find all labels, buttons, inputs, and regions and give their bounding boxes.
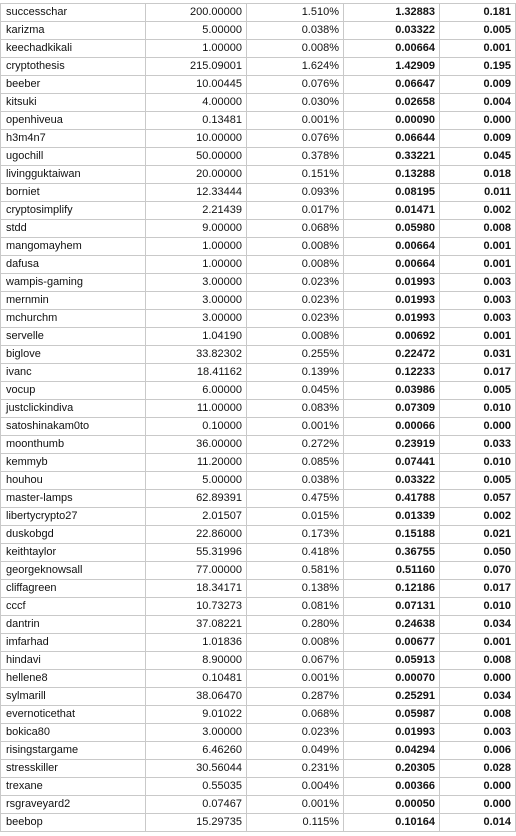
value-cell[interactable]: 0.000 <box>440 112 516 130</box>
account-name-cell[interactable]: mchurchm <box>1 310 146 328</box>
value-cell[interactable]: 0.010 <box>440 400 516 418</box>
table-row <box>1 112 516 130</box>
table-row <box>1 94 516 112</box>
amount-cell[interactable]: 8.90000 <box>146 652 247 670</box>
amount-cell[interactable]: 4.00000 <box>146 94 247 112</box>
amount-cell[interactable]: 6.00000 <box>146 382 247 400</box>
amount-cell[interactable]: 10.00445 <box>146 76 247 94</box>
account-name-cell[interactable]: hellene8 <box>1 670 146 688</box>
table-row <box>1 166 516 184</box>
table-row <box>1 58 516 76</box>
table-row <box>1 562 516 580</box>
amount-cell[interactable]: 3.00000 <box>146 310 247 328</box>
table-row <box>1 508 516 526</box>
account-name-cell[interactable]: stresskiller <box>1 760 146 778</box>
value-cell[interactable]: 0.009 <box>440 76 516 94</box>
table-row <box>1 184 516 202</box>
table-row <box>1 436 516 454</box>
amount-cell[interactable]: 10.73273 <box>146 598 247 616</box>
amount-cell[interactable]: 3.00000 <box>146 274 247 292</box>
account-name-cell[interactable]: moonthumb <box>1 436 146 454</box>
reward-cell[interactable]: 0.07441 <box>344 454 440 472</box>
amount-cell[interactable]: 18.41162 <box>146 364 247 382</box>
account-name-cell[interactable]: mernmin <box>1 292 146 310</box>
share-percent-cell[interactable]: 0.093% <box>247 184 344 202</box>
table-row <box>1 76 516 94</box>
account-name-cell[interactable]: dantrin <box>1 616 146 634</box>
share-percent-cell[interactable]: 0.045% <box>247 382 344 400</box>
share-percent-cell[interactable]: 0.272% <box>247 436 344 454</box>
value-cell[interactable]: 0.006 <box>440 742 516 760</box>
table-row <box>1 310 516 328</box>
share-percent-cell[interactable]: 0.076% <box>247 130 344 148</box>
reward-cell[interactable]: 0.01471 <box>344 202 440 220</box>
amount-cell[interactable]: 30.56044 <box>146 760 247 778</box>
value-cell[interactable]: 0.003 <box>440 292 516 310</box>
amount-cell[interactable]: 2.01507 <box>146 508 247 526</box>
reward-cell[interactable]: 0.01993 <box>344 292 440 310</box>
amount-cell[interactable]: 12.33444 <box>146 184 247 202</box>
value-cell[interactable]: 0.050 <box>440 544 516 562</box>
amount-cell[interactable]: 50.00000 <box>146 148 247 166</box>
account-name-cell[interactable]: sylmarill <box>1 688 146 706</box>
share-percent-cell[interactable]: 0.287% <box>247 688 344 706</box>
amount-cell[interactable]: 6.46260 <box>146 742 247 760</box>
table-row <box>1 526 516 544</box>
share-percent-cell[interactable]: 0.023% <box>247 724 344 742</box>
table-row <box>1 454 516 472</box>
share-percent-cell[interactable]: 0.023% <box>247 274 344 292</box>
amount-cell[interactable]: 55.31996 <box>146 544 247 562</box>
share-percent-cell[interactable]: 0.008% <box>247 40 344 58</box>
value-cell[interactable]: 0.000 <box>440 418 516 436</box>
value-cell[interactable]: 0.000 <box>440 778 516 796</box>
account-name-cell[interactable]: servelle <box>1 328 146 346</box>
value-cell[interactable]: 0.001 <box>440 634 516 652</box>
amount-cell[interactable]: 15.29735 <box>146 814 247 832</box>
table-row <box>1 814 516 832</box>
amount-cell[interactable]: 33.82302 <box>146 346 247 364</box>
spreadsheet <box>0 3 511 836</box>
share-percent-cell[interactable]: 0.008% <box>247 238 344 256</box>
value-cell[interactable]: 0.004 <box>440 94 516 112</box>
amount-cell[interactable]: 1.00000 <box>146 256 247 274</box>
account-name-cell[interactable]: imfarhad <box>1 634 146 652</box>
share-percent-cell[interactable]: 0.068% <box>247 706 344 724</box>
reward-cell[interactable]: 1.32883 <box>344 4 440 22</box>
amount-cell[interactable]: 10.00000 <box>146 130 247 148</box>
table-row <box>1 670 516 688</box>
table-row <box>1 292 516 310</box>
share-percent-cell[interactable]: 0.015% <box>247 508 344 526</box>
reward-cell[interactable]: 0.01993 <box>344 724 440 742</box>
account-name-cell[interactable]: justclickindiva <box>1 400 146 418</box>
share-percent-cell[interactable]: 0.231% <box>247 760 344 778</box>
value-cell[interactable]: 0.033 <box>440 436 516 454</box>
reward-cell[interactable]: 0.23919 <box>344 436 440 454</box>
amount-cell[interactable]: 22.86000 <box>146 526 247 544</box>
amount-cell[interactable]: 1.00000 <box>146 40 247 58</box>
amount-cell[interactable]: 77.00000 <box>146 562 247 580</box>
value-cell[interactable]: 0.195 <box>440 58 516 76</box>
table-row <box>1 580 516 598</box>
value-cell[interactable]: 0.002 <box>440 508 516 526</box>
reward-cell[interactable]: 0.08195 <box>344 184 440 202</box>
share-percent-cell[interactable]: 0.081% <box>247 598 344 616</box>
share-percent-cell[interactable]: 0.001% <box>247 670 344 688</box>
delegators-table <box>0 3 516 832</box>
value-cell[interactable]: 0.014 <box>440 814 516 832</box>
share-percent-cell[interactable]: 0.475% <box>247 490 344 508</box>
amount-cell[interactable]: 0.55035 <box>146 778 247 796</box>
value-cell[interactable]: 0.008 <box>440 652 516 670</box>
table-body <box>1 4 516 832</box>
amount-cell[interactable]: 0.10481 <box>146 670 247 688</box>
value-cell[interactable]: 0.011 <box>440 184 516 202</box>
reward-cell[interactable]: 0.25291 <box>344 688 440 706</box>
share-percent-cell[interactable]: 0.255% <box>247 346 344 364</box>
share-percent-cell[interactable]: 0.023% <box>247 292 344 310</box>
amount-cell[interactable]: 0.07467 <box>146 796 247 814</box>
table-row <box>1 742 516 760</box>
account-name-cell[interactable]: beeber <box>1 76 146 94</box>
table-row <box>1 634 516 652</box>
reward-cell[interactable]: 0.03986 <box>344 382 440 400</box>
account-name-cell[interactable]: dafusa <box>1 256 146 274</box>
table-row <box>1 400 516 418</box>
value-cell[interactable]: 0.005 <box>440 472 516 490</box>
reward-cell[interactable]: 0.00070 <box>344 670 440 688</box>
share-percent-cell[interactable]: 0.083% <box>247 400 344 418</box>
account-name-cell[interactable]: satoshinakam0to <box>1 418 146 436</box>
share-percent-cell[interactable]: 0.004% <box>247 778 344 796</box>
account-name-cell[interactable]: libertycrypto27 <box>1 508 146 526</box>
value-cell[interactable]: 0.001 <box>440 238 516 256</box>
reward-cell[interactable]: 0.00366 <box>344 778 440 796</box>
table-row <box>1 778 516 796</box>
account-name-cell[interactable]: duskobgd <box>1 526 146 544</box>
share-percent-cell[interactable]: 0.139% <box>247 364 344 382</box>
table-row <box>1 22 516 40</box>
share-percent-cell[interactable]: 0.001% <box>247 796 344 814</box>
reward-cell[interactable]: 0.05913 <box>344 652 440 670</box>
share-percent-cell[interactable]: 1.624% <box>247 58 344 76</box>
account-name-cell[interactable]: bokica80 <box>1 724 146 742</box>
account-name-cell[interactable]: kitsuki <box>1 94 146 112</box>
table-row <box>1 724 516 742</box>
table-row <box>1 598 516 616</box>
reward-cell[interactable]: 1.42909 <box>344 58 440 76</box>
account-name-cell[interactable]: ugochill <box>1 148 146 166</box>
account-name-cell[interactable]: mangomayhem <box>1 238 146 256</box>
reward-cell[interactable]: 0.07131 <box>344 598 440 616</box>
share-percent-cell[interactable]: 0.049% <box>247 742 344 760</box>
amount-cell[interactable]: 1.01836 <box>146 634 247 652</box>
account-name-cell[interactable]: beebop <box>1 814 146 832</box>
value-cell[interactable]: 0.045 <box>440 148 516 166</box>
reward-cell[interactable]: 0.00066 <box>344 418 440 436</box>
account-name-cell[interactable]: hindavi <box>1 652 146 670</box>
reward-cell[interactable]: 0.01339 <box>344 508 440 526</box>
value-cell[interactable]: 0.003 <box>440 724 516 742</box>
value-cell[interactable]: 0.034 <box>440 688 516 706</box>
table-row <box>1 256 516 274</box>
table-row <box>1 4 516 22</box>
value-cell[interactable]: 0.000 <box>440 796 516 814</box>
value-cell[interactable]: 0.031 <box>440 346 516 364</box>
reward-cell[interactable]: 0.00692 <box>344 328 440 346</box>
share-percent-cell[interactable]: 0.378% <box>247 148 344 166</box>
reward-cell[interactable]: 0.12186 <box>344 580 440 598</box>
share-percent-cell[interactable]: 0.076% <box>247 76 344 94</box>
share-percent-cell[interactable]: 0.138% <box>247 580 344 598</box>
value-cell[interactable]: 0.003 <box>440 274 516 292</box>
reward-cell[interactable]: 0.00664 <box>344 238 440 256</box>
account-name-cell[interactable]: cryptosimplify <box>1 202 146 220</box>
table-row <box>1 220 516 238</box>
amount-cell[interactable]: 36.00000 <box>146 436 247 454</box>
reward-cell[interactable]: 0.06647 <box>344 76 440 94</box>
reward-cell[interactable]: 0.04294 <box>344 742 440 760</box>
reward-cell[interactable]: 0.51160 <box>344 562 440 580</box>
account-name-cell[interactable]: vocup <box>1 382 146 400</box>
table-row <box>1 616 516 634</box>
reward-cell[interactable]: 0.10164 <box>344 814 440 832</box>
amount-cell[interactable]: 2.21439 <box>146 202 247 220</box>
reward-cell[interactable]: 0.41788 <box>344 490 440 508</box>
table-row <box>1 274 516 292</box>
account-name-cell[interactable]: ivanc <box>1 364 146 382</box>
account-name-cell[interactable]: openhiveua <box>1 112 146 130</box>
table-row <box>1 238 516 256</box>
value-cell[interactable]: 0.034 <box>440 616 516 634</box>
reward-cell[interactable]: 0.02658 <box>344 94 440 112</box>
table-row <box>1 382 516 400</box>
share-percent-cell[interactable]: 0.008% <box>247 328 344 346</box>
share-percent-cell[interactable]: 0.067% <box>247 652 344 670</box>
account-name-cell[interactable]: kemmyb <box>1 454 146 472</box>
account-name-cell[interactable]: cccf <box>1 598 146 616</box>
account-name-cell[interactable]: keechadkikali <box>1 40 146 58</box>
account-name-cell[interactable]: cliffagreen <box>1 580 146 598</box>
table-row <box>1 418 516 436</box>
table-row <box>1 130 516 148</box>
amount-cell[interactable]: 5.00000 <box>146 472 247 490</box>
reward-cell[interactable]: 0.06644 <box>344 130 440 148</box>
table-row <box>1 40 516 58</box>
amount-cell[interactable]: 3.00000 <box>146 724 247 742</box>
amount-cell[interactable]: 62.89391 <box>146 490 247 508</box>
value-cell[interactable]: 0.008 <box>440 706 516 724</box>
account-name-cell[interactable]: master-lamps <box>1 490 146 508</box>
reward-cell[interactable]: 0.05980 <box>344 220 440 238</box>
value-cell[interactable]: 0.009 <box>440 130 516 148</box>
table-row <box>1 490 516 508</box>
reward-cell[interactable]: 0.22472 <box>344 346 440 364</box>
reward-cell[interactable]: 0.13288 <box>344 166 440 184</box>
value-cell[interactable]: 0.057 <box>440 490 516 508</box>
amount-cell[interactable]: 11.00000 <box>146 400 247 418</box>
amount-cell[interactable]: 37.08221 <box>146 616 247 634</box>
value-cell[interactable]: 0.017 <box>440 364 516 382</box>
account-name-cell[interactable]: trexane <box>1 778 146 796</box>
reward-cell[interactable]: 0.01993 <box>344 310 440 328</box>
share-percent-cell[interactable]: 0.017% <box>247 202 344 220</box>
reward-cell[interactable]: 0.00664 <box>344 40 440 58</box>
value-cell[interactable]: 0.010 <box>440 454 516 472</box>
share-percent-cell[interactable]: 0.038% <box>247 472 344 490</box>
share-percent-cell[interactable]: 0.030% <box>247 94 344 112</box>
table-row <box>1 688 516 706</box>
table-row <box>1 202 516 220</box>
account-name-cell[interactable]: karizma <box>1 22 146 40</box>
reward-cell[interactable]: 0.33221 <box>344 148 440 166</box>
share-percent-cell[interactable]: 0.008% <box>247 634 344 652</box>
value-cell[interactable]: 0.021 <box>440 526 516 544</box>
amount-cell[interactable]: 5.00000 <box>146 22 247 40</box>
share-percent-cell[interactable]: 0.008% <box>247 256 344 274</box>
amount-cell[interactable]: 3.00000 <box>146 292 247 310</box>
table-row <box>1 760 516 778</box>
share-percent-cell[interactable]: 0.038% <box>247 22 344 40</box>
amount-cell[interactable]: 11.20000 <box>146 454 247 472</box>
reward-cell[interactable]: 0.03322 <box>344 22 440 40</box>
share-percent-cell[interactable]: 0.418% <box>247 544 344 562</box>
share-percent-cell[interactable]: 0.001% <box>247 112 344 130</box>
account-name-cell[interactable]: georgeknowsall <box>1 562 146 580</box>
reward-cell[interactable]: 0.05987 <box>344 706 440 724</box>
amount-cell[interactable]: 200.00000 <box>146 4 247 22</box>
value-cell[interactable]: 0.008 <box>440 220 516 238</box>
reward-cell[interactable]: 0.15188 <box>344 526 440 544</box>
share-percent-cell[interactable]: 0.173% <box>247 526 344 544</box>
share-percent-cell[interactable]: 1.510% <box>247 4 344 22</box>
value-cell[interactable]: 0.002 <box>440 202 516 220</box>
value-cell[interactable]: 0.001 <box>440 40 516 58</box>
amount-cell[interactable]: 0.13481 <box>146 112 247 130</box>
account-name-cell[interactable]: evernoticethat <box>1 706 146 724</box>
reward-cell[interactable]: 0.01993 <box>344 274 440 292</box>
amount-cell[interactable]: 9.01022 <box>146 706 247 724</box>
value-cell[interactable]: 0.028 <box>440 760 516 778</box>
share-percent-cell[interactable]: 0.068% <box>247 220 344 238</box>
share-percent-cell[interactable]: 0.115% <box>247 814 344 832</box>
share-percent-cell[interactable]: 0.280% <box>247 616 344 634</box>
account-name-cell[interactable]: risingstargame <box>1 742 146 760</box>
value-cell[interactable]: 0.017 <box>440 580 516 598</box>
table-row <box>1 544 516 562</box>
amount-cell[interactable]: 0.10000 <box>146 418 247 436</box>
account-name-cell[interactable]: livingguktaiwan <box>1 166 146 184</box>
amount-cell[interactable]: 20.00000 <box>146 166 247 184</box>
account-name-cell[interactable]: stdd <box>1 220 146 238</box>
account-name-cell[interactable]: rsgraveyard2 <box>1 796 146 814</box>
account-name-cell[interactable]: borniet <box>1 184 146 202</box>
share-percent-cell[interactable]: 0.085% <box>247 454 344 472</box>
table-row <box>1 364 516 382</box>
table-row <box>1 796 516 814</box>
reward-cell[interactable]: 0.00050 <box>344 796 440 814</box>
value-cell[interactable]: 0.181 <box>440 4 516 22</box>
table-row <box>1 472 516 490</box>
value-cell[interactable]: 0.070 <box>440 562 516 580</box>
share-percent-cell[interactable]: 0.151% <box>247 166 344 184</box>
value-cell[interactable]: 0.000 <box>440 670 516 688</box>
reward-cell[interactable]: 0.00677 <box>344 634 440 652</box>
reward-cell[interactable]: 0.00664 <box>344 256 440 274</box>
value-cell[interactable]: 0.005 <box>440 382 516 400</box>
reward-cell[interactable]: 0.24638 <box>344 616 440 634</box>
table-row <box>1 706 516 724</box>
table-row <box>1 652 516 670</box>
share-percent-cell[interactable]: 0.581% <box>247 562 344 580</box>
account-name-cell[interactable]: keithtaylor <box>1 544 146 562</box>
value-cell[interactable]: 0.003 <box>440 310 516 328</box>
table-row <box>1 148 516 166</box>
value-cell[interactable]: 0.018 <box>440 166 516 184</box>
account-name-cell[interactable]: h3m4n7 <box>1 130 146 148</box>
amount-cell[interactable]: 1.00000 <box>146 238 247 256</box>
amount-cell[interactable]: 9.00000 <box>146 220 247 238</box>
reward-cell[interactable]: 0.36755 <box>344 544 440 562</box>
table-row <box>1 328 516 346</box>
value-cell[interactable]: 0.005 <box>440 22 516 40</box>
reward-cell[interactable]: 0.00090 <box>344 112 440 130</box>
reward-cell[interactable]: 0.12233 <box>344 364 440 382</box>
account-name-cell[interactable]: biglove <box>1 346 146 364</box>
amount-cell[interactable]: 18.34171 <box>146 580 247 598</box>
share-percent-cell[interactable]: 0.001% <box>247 418 344 436</box>
account-name-cell[interactable]: cryptothesis <box>1 58 146 76</box>
value-cell[interactable]: 0.001 <box>440 256 516 274</box>
amount-cell[interactable]: 215.09001 <box>146 58 247 76</box>
reward-cell[interactable]: 0.20305 <box>344 760 440 778</box>
table-row <box>1 346 516 364</box>
account-name-cell[interactable]: wampis-gaming <box>1 274 146 292</box>
account-name-cell[interactable]: successchar <box>1 4 146 22</box>
share-percent-cell[interactable]: 0.023% <box>247 310 344 328</box>
amount-cell[interactable]: 1.04190 <box>146 328 247 346</box>
value-cell[interactable]: 0.010 <box>440 598 516 616</box>
reward-cell[interactable]: 0.03322 <box>344 472 440 490</box>
account-name-cell[interactable]: houhou <box>1 472 146 490</box>
amount-cell[interactable]: 38.06470 <box>146 688 247 706</box>
reward-cell[interactable]: 0.07309 <box>344 400 440 418</box>
value-cell[interactable]: 0.001 <box>440 328 516 346</box>
